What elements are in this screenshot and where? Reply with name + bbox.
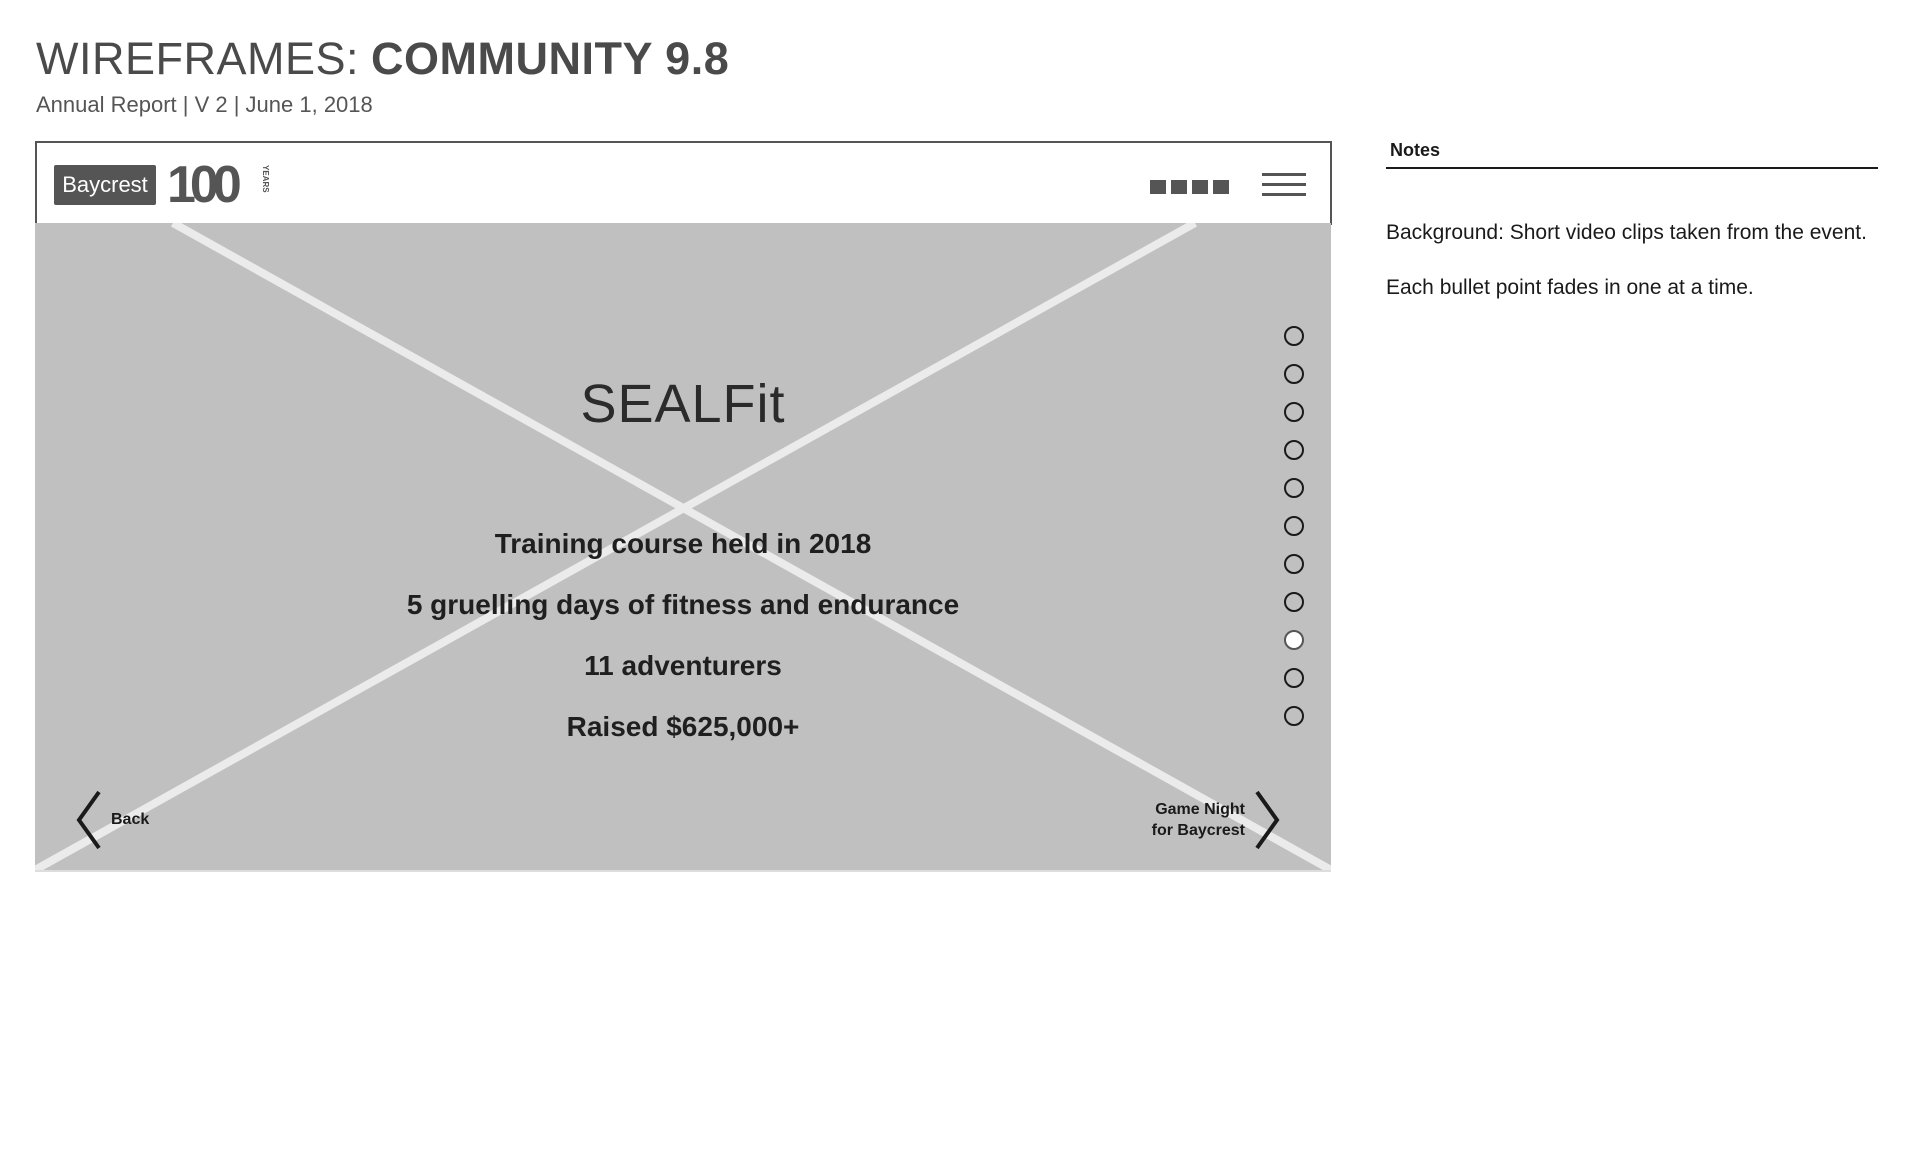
menu-icon-bar [1262, 173, 1306, 176]
pagination-dot[interactable] [1284, 516, 1304, 536]
page-subtitle: Annual Report | V 2 | June 1, 2018 [36, 92, 373, 117]
notes-title: Notes [1386, 140, 1878, 169]
pagination-dot[interactable] [1284, 554, 1304, 574]
pagination-dot[interactable] [1284, 364, 1304, 384]
next-label-line2: for Baycrest [1151, 822, 1245, 839]
chevron-right-icon [1253, 790, 1281, 850]
menu-icon-bar [1262, 193, 1306, 196]
pagination-dot-active[interactable] [1284, 630, 1304, 650]
pagination-dot[interactable] [1284, 326, 1304, 346]
grid-icon[interactable] [1150, 180, 1229, 194]
notes-panel [1386, 140, 1878, 329]
hundred-years-logo: 100 [167, 156, 236, 214]
pagination-dot[interactable] [1284, 668, 1304, 688]
menu-icon-bar [1262, 183, 1306, 186]
bullet-item: Training course held in 2018 [494, 528, 872, 559]
page-title-name: COMMUNITY 9.8 [371, 33, 730, 84]
back-button[interactable] [75, 790, 149, 850]
grid-icon-cell [1192, 180, 1208, 194]
bullet-item: 11 adventurers [584, 650, 782, 681]
hero-title: SEALFit [580, 374, 786, 434]
wireframe-frame [35, 141, 1331, 873]
grid-icon-cell [1213, 180, 1229, 194]
hamburger-menu-icon[interactable] [1262, 173, 1306, 197]
pagination-dot[interactable] [1284, 706, 1304, 726]
page-title-prefix: WIREFRAMES: [36, 33, 360, 84]
pagination-dot[interactable] [1284, 592, 1304, 612]
page-title [36, 30, 729, 88]
bullet-item: Raised $625,000+ [566, 711, 800, 742]
site-header [35, 141, 1332, 225]
next-label [1152, 799, 1245, 841]
pagination-dot[interactable] [1284, 440, 1304, 460]
grid-icon-cell [1150, 180, 1166, 194]
years-logo-text: YEARS [261, 165, 270, 193]
notes-body [1386, 219, 1878, 302]
note-item: Background: Short video clips taken from the event. [1386, 221, 1867, 244]
back-label: Back [111, 811, 150, 828]
pagination-dots [1284, 326, 1304, 744]
pagination-dot[interactable] [1284, 478, 1304, 498]
next-label-line1: Game Night [1155, 801, 1245, 818]
note-item: Each bullet point fades in one at a time. [1386, 276, 1754, 299]
pagination-dot[interactable] [1284, 402, 1304, 422]
page-header [36, 30, 729, 118]
bullet-item: 5 gruelling days of fitness and endurance [406, 589, 960, 620]
baycrest-logo[interactable]: Baycrest [54, 165, 156, 205]
chevron-left-icon [75, 790, 103, 850]
hero-placeholder [35, 223, 1331, 872]
bullet-list [35, 513, 1331, 757]
grid-icon-cell [1171, 180, 1187, 194]
next-button[interactable] [1152, 790, 1281, 850]
